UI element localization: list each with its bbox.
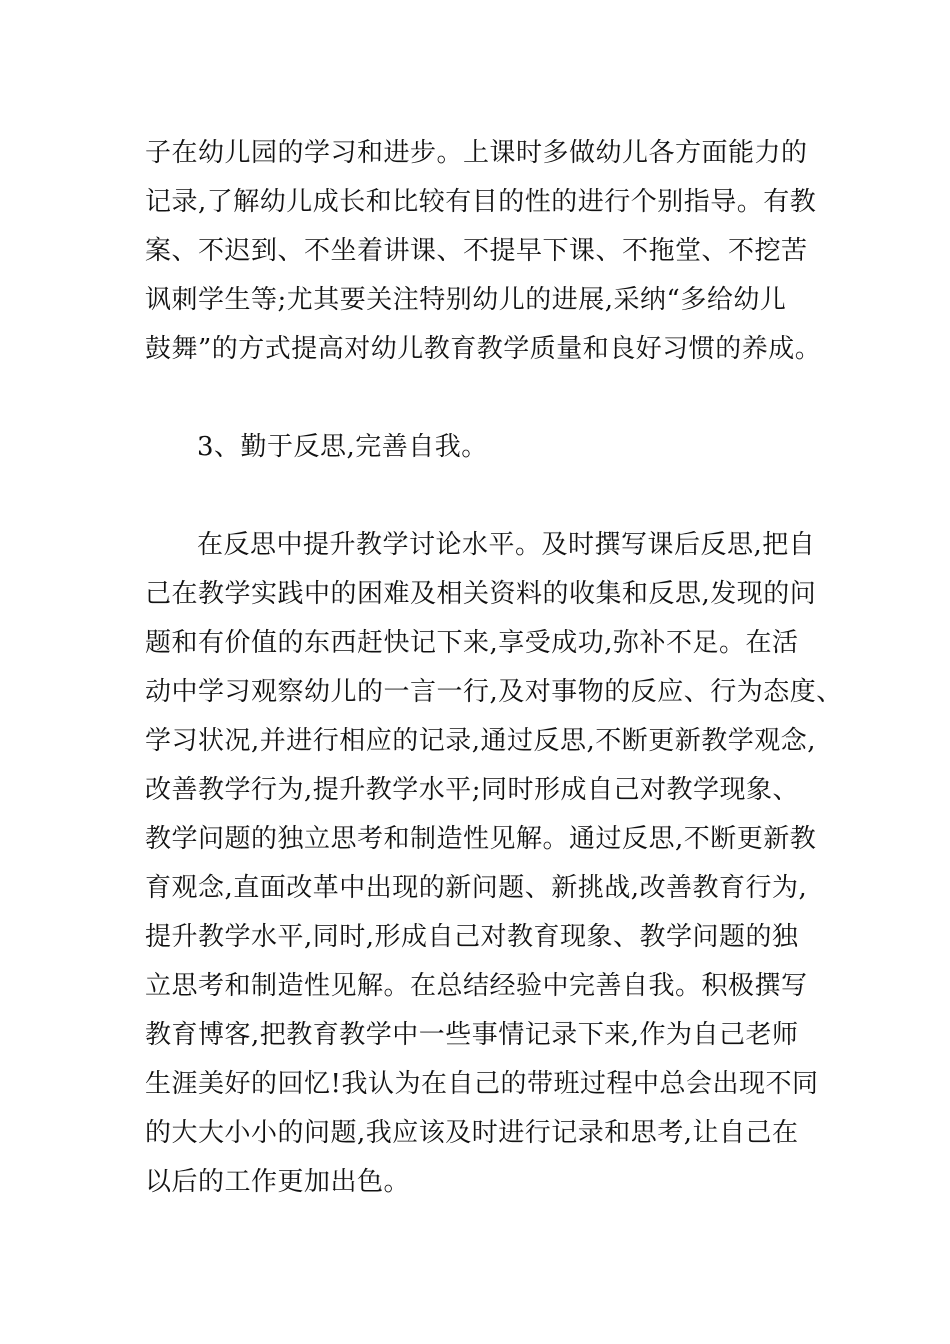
- paragraph-2-line-5: 学习状况,并进行相应的记录,通过反思,不断更新教学观念,: [145, 726, 817, 756]
- paragraph-2-line-9: 提升教学水平,同时,形成自己对教育现象、教学问题的独: [145, 922, 799, 952]
- section-heading-3: 3、勤于反思,完善自我。: [197, 432, 488, 462]
- paragraph-2-line-14: 以后的工作更加出色。: [145, 1167, 411, 1197]
- paragraph-1-line-1: 子在幼儿园的学习和进步。上课时多做幼儿各方面能力的: [145, 138, 808, 168]
- paragraph-2-line-3: 题和有价值的东西赶快记下来,享受成功,弥补不足。在活: [145, 628, 799, 658]
- paragraph-2-line-6: 改善教学行为,提升教学水平;同时形成自己对教学现象、: [145, 775, 800, 805]
- paragraph-2-line-8: 育观念,直面改革中出现的新问题、新挑战,改善教育行为,: [145, 873, 808, 903]
- paragraph-1-line-2: 记录,了解幼儿成长和比较有目的性的进行个别指导。有教: [145, 187, 817, 217]
- paragraph-2-line-7: 教学问题的独立思考和制造性见解。通过反思,不断更新教: [145, 824, 817, 854]
- paragraph-2-line-1: 在反思中提升教学讨论水平。及时撰写课后反思,把自: [197, 530, 816, 560]
- paragraph-2-line-4: 动中学习观察幼儿的一言一行,及对事物的反应、行为态度、: [145, 677, 843, 707]
- paragraph-2-line-10: 立思考和制造性见解。在总结经验中完善自我。积极撰写: [145, 971, 808, 1001]
- paragraph-2-line-11: 教育博客,把教育教学中一些事情记录下来,作为自己老师: [145, 1020, 799, 1050]
- paragraph-1-line-3: 案、不迟到、不坐着讲课、不提早下课、不拖堂、不挖苦: [145, 236, 808, 266]
- paragraph-1-line-4: 讽刺学生等;尤其要关注特别幼儿的进展,采纳“多给幼儿: [145, 285, 787, 315]
- paragraph-2-line-2: 己在教学实践中的困难及相关资料的收集和反思,发现的问: [145, 579, 817, 609]
- paragraph-1-line-5: 鼓舞”的方式提高对幼儿教育教学质量和良好习惯的养成。: [145, 334, 822, 364]
- paragraph-2-line-12: 生涯美好的回忆!我认为在自己的带班过程中总会出现不同: [145, 1069, 819, 1099]
- paragraph-2-line-13: 的大大小小的问题,我应该及时进行记录和思考,让自己在: [145, 1118, 799, 1148]
